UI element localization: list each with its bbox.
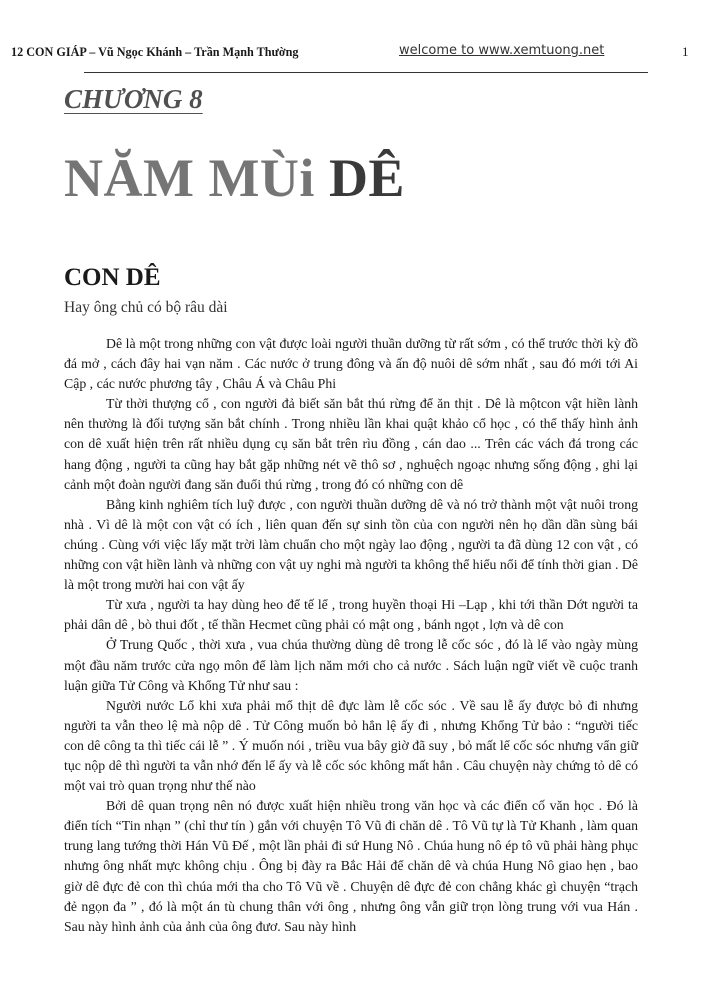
website-link[interactable]: welcome to www.xemtuong.net: [399, 43, 605, 58]
section-title: CON DÊ: [64, 264, 161, 291]
chapter-heading: CHƯƠNG 8: [64, 84, 203, 114]
section-subtitle: Hay ông chủ có bộ râu dài: [64, 299, 228, 316]
paragraph: Ở Trung Quốc , thời xưa , vua chúa thường dùng dê trong lễ cốc sóc , đó là lể vào ngày mùng một đầu năm trước cửa ngọ môn để làm lịch năm mới cho cả nước . Sách luận ngữ viết về cuộc tranh luận giữa Tử Công và Khổng Tử như sau :: [64, 637, 638, 693]
paragraph: Từ thời thượng cổ , con người đả biết săn bắt thú rừng để ăn thịt . Dê là mộtcon vật hiền lành nên thường là đối tượng săn bắt chính . Trong nhiều lần khai quật khảo cổ học , có thể thấy hình ảnh con dê xuất hiện trên rất nhiều dụng cụ săn bắt trên rìu đồng , cán dao ... Trên các vách đá trong các hang động , người ta cũng hay bắt gặp những nét vẽ thô sơ , nghuệch ngoạc nhưng sống động , ghi lại cảnh một đoàn người đang săn đuổi thú rừng , trong đó có những con dê: [64, 396, 638, 492]
paragraph: Từ xưa , người ta hay dùng heo để tế lể , trong huyền thoại Hi –Lạp , khi tới thần Dớt người ta phải dân dê , bò thui đốt , tế thần Hecmet cũng phải có mật ong , bánh ngọt , lợn và dê con: [64, 597, 638, 633]
title-dark: DÊ: [328, 148, 405, 208]
page-title: [64, 147, 405, 209]
page-number: 1: [682, 44, 689, 59]
paragraph: Bằng kinh nghiêm tích luỹ được , con người thuần dưỡng dê và nó trở thành một vật nuôi trong nhà . Vì dê là một con vật có ích , liên quan đến sự sinh tồn của con người nên họ dần dần sùng bái chúng . Cùng với việc lấy mặt trời làm chuẩn cho một ngày lao động , người ta đã dùng 12 con vật , có những con vật hiền lành và những con vật uy nghi mà người ta không thể hiểu nổi để tính thời gian . Dê là một trong mười hai con vật ấy: [64, 496, 638, 593]
title-light: NĂM MÙi: [64, 148, 315, 208]
header-divider: [84, 72, 648, 73]
paragraph: Dê là một trong những con vật được loài người thuần dưỡng từ rất sớm , có thể trước thời kỳ đồ đá mở , cách đây hai vạn năm . Các nước ở trung đông và ấn độ nuôi dê sớm nhất , sau đó mới tới Ai Cập , các nước phương tây , Châu Á và Châu Phi: [64, 336, 638, 392]
paragraph: Người nước Lổ khi xưa phải mổ thịt dê đực làm lễ cốc sóc . Về sau lễ ấy được bỏ đi nhưng người ta vẫn theo lệ mà nộp dê . Tử Công muốn bỏ hẳn lệ ấy đi , nhưng Khổng Tử bảo : “người tiếc con dê công ta thì tiếc cái lễ ” . Ý muốn nói , triều vua bây giờ đã suy , bỏ mất lể cốc sóc nhưng vẩn giữ tục nộp dê thì người ta vẫn nhớ đến lể ấy và lễ cốc sóc không mất hẳn . Câu chuyện này chứng tỏ dê có một vai trò quan trọng như thế nào: [64, 697, 638, 794]
paragraph: Bởi dê quan trọng nên nó được xuất hiện nhiều trong văn học và các điển cố văn học . Đó là điển tích “Tin nhạn ” (chỉ thư tín ) gắn với chuyện Tô Vũ đi chăn dê . Tô Vũ tự là Tử Khanh , làm quan trung lang tướng thời Hán Vũ Đế , một lần phải đi sứ Hung Nô . Chúa hung nô ép tô vũ phải hàng phục nhưng ông nhất mực không chịu . Ông bị đày ra Bắc Hải để chăn dê và chúa Hung Nô giao hẹn , bao giờ dê đực đẻ con thì chúa mới tha cho Tô Vũ về . Chuyện dê đực đẻ con chẳng khác gì chuyện “trạch đẻ ngọn đa ” , đó là một án tù chung thân với ông , nhưng ông vẫn giữ trọn lòng trung với vua Hán . Sau này hình ảnh của ảnh của ông đươ. Sau này hình: [64, 798, 638, 934]
body-text: [64, 334, 638, 937]
running-header: 12 CON GIÁP – Vũ Ngọc Khánh – Trần Mạnh Thường: [11, 45, 299, 59]
